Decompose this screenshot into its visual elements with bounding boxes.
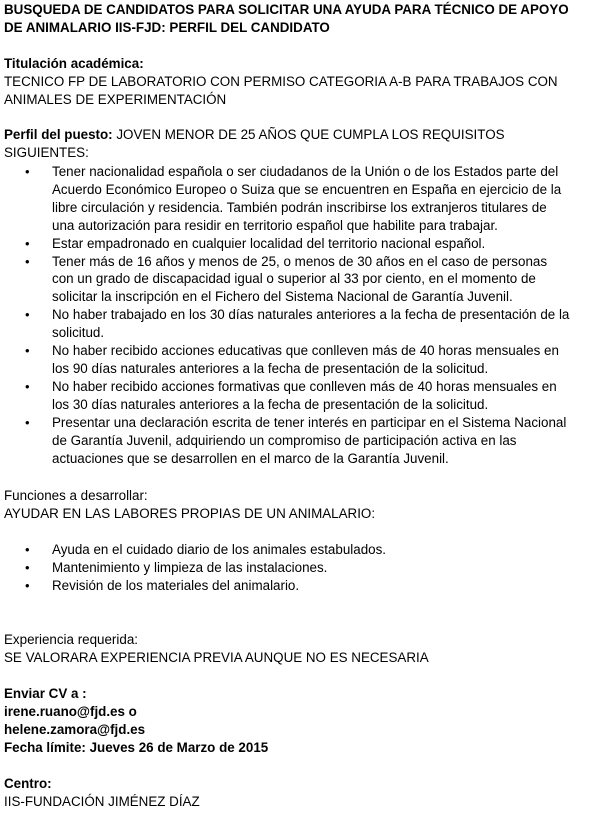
requisito-item: • Presentar una declaración escrita de tener interés en participar en el Sistema Nacional de Garantía Juvenil, adquiriendo un compromiso de participación activa en las actuaciones que se desarrollen en el marco de la Garantía Juvenil.	[4, 414, 570, 468]
requisito-item: • Tener nacionalidad española o ser ciudadanos de la Unión o de los Estados parte del Acuerdo Económico Europeo o Suiza que se encuentren en España en ejercicio de la libre circulación y residencia. También podrán inscribirse los extranjeros titulares de una autorización para residir en territorio español que habilite para trabajar.	[4, 163, 570, 235]
funciones-heading: Funciones a desarrollar:	[4, 488, 148, 503]
email-irene[interactable]: irene.ruano@fjd.es o	[4, 704, 137, 719]
perfil-heading: Perfil del puesto:	[4, 127, 113, 142]
funcion-item: • Ayuda en el cuidado diario de los animales estabulados.	[4, 541, 570, 559]
centro-heading: Centro:	[4, 776, 52, 791]
document-title: BUSQUEDA DE CANDIDATOS PARA SOLICITAR UNA AYUDA PARA TÉCNICO DE APOYO DE ANIMALARIO IIS-FJD: PERFIL DEL CANDIDATO	[4, 2, 569, 35]
requisito-item: • No haber trabajado en los 30 días naturales anteriores a la fecha de presentación de la solicitud.	[4, 306, 570, 342]
experiencia-text: SE VALORARA EXPERIENCIA PREVIA AUNQUE NO ES NECESARIA	[4, 650, 429, 665]
experiencia-heading: Experiencia requerida:	[4, 632, 138, 647]
requisito-item: • Tener más de 16 años y menos de 25, o menos de 30 años en el caso de personas con un grado de discapacidad igual o superior al 33 por ciento, en el momento de solicitar la inscripción en el Fichero del Sistema Nacional de Garantía Juvenil.	[4, 253, 570, 307]
contacto-heading: Enviar CV a :	[4, 686, 87, 701]
requisito-item: • Estar empadronado en cualquier localidad del territorio nacional español.	[4, 235, 570, 253]
perfil-text: JOVEN MENOR DE 25 AÑOS QUE CUMPLA LOS REQUISITOS SIGUIENTES:	[4, 127, 505, 160]
fecha-limite: Fecha límite: Jueves 26 de Marzo de 2015	[4, 740, 269, 755]
funcion-item: • Revisión de los materiales del animalario.	[4, 577, 570, 595]
requisito-item: • No haber recibido acciones educativas que conlleven más de 40 horas mensuales en los 90 días naturales anteriores a la fecha de presentación de la solicitud.	[4, 342, 570, 378]
email-helene[interactable]: helene.zamora@fjd.es	[4, 722, 146, 737]
requisitos-list	[4, 163, 570, 467]
perfil-line	[4, 126, 584, 162]
titulacion-heading: Titulación académica:	[4, 56, 144, 71]
requisito-item: • No haber recibido acciones formativas que conlleven más de 40 horas mensuales en los 30 días naturales anteriores a la fecha de presentación de la solicitud.	[4, 378, 570, 414]
titulacion-text: TECNICO FP DE LABORATORIO CON PERMISO CATEGORIA A-B PARA TRABAJOS CON ANIMALES DE EXPERIMENTACIÓN	[4, 74, 558, 107]
funciones-list	[4, 541, 570, 595]
funciones-text: AYUDAR EN LAS LABORES PROPIAS DE UN ANIMALARIO:	[4, 506, 376, 521]
funcion-item: • Mantenimiento y limpieza de las instalaciones.	[4, 559, 570, 577]
centro-text: IIS-FUNDACIÓN JIMÉNEZ DÍAZ	[4, 794, 200, 809]
